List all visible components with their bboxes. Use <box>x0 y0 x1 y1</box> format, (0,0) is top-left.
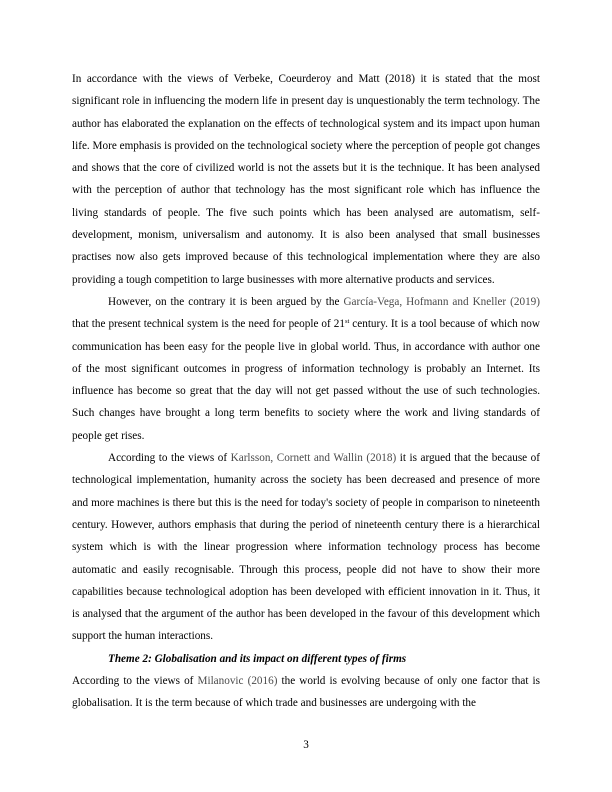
document-body <box>72 68 540 715</box>
paragraph-verbeke <box>72 68 540 291</box>
paragraph-text: According to the views of <box>72 675 198 688</box>
paragraph-text: However, on the contrary it is been argued by the <box>108 295 344 308</box>
paragraph-text: According to the views of <box>108 452 231 465</box>
paragraph-text: century. It is a tool because of which now communication has been easy for the people live in global world. Thus, in accordance with author one of the most significant outcomes in progress of information technology is probably an Internet. Its influence has become so great that the day will not get passed without the use of such technologies. Such changes have brought a long term benefits to society where the work and living standards of people get rises. <box>72 318 540 442</box>
paragraph-text: it is argued that the because of technological implementation, humanity across the society has been decreased and presence of more and more machines is there but this is the need for today's society of people in comparison to nineteenth century. However, authors emphasis that during the period of nineteenth century there is a hierarchical system which is with the linear progression where information technology process has become automatic and easily recognisable. Through this process, people did not have to show their more capabilities because technological adoption has been developed with efficient innovation in it. Thus, it is analysed that the argument of the author has been developed in the favour of this development which support the human interactions. <box>72 452 540 643</box>
citation-karlsson: Karlsson, Cornett and Wallin (2018) <box>230 452 397 465</box>
paragraph-text: the world is evolving because of only one factor that is globalisation. It is the term because of which trade and businesses are undergoing with the <box>72 675 541 710</box>
section-heading: Theme 2: Globalisation and its impact on different types of firms <box>108 652 407 665</box>
paragraph-milanovic <box>72 670 540 715</box>
paragraph-text: that the present technical system is the need for people of 21 <box>72 318 345 331</box>
citation-milanovic: Milanovic (2016) <box>197 675 278 688</box>
paragraph-garcia-vega <box>72 291 540 447</box>
citation-garcia-vega: García-Vega, Hofmann and Kneller (2019) <box>343 295 540 308</box>
page-number: 3 <box>303 739 309 751</box>
paragraph-karlsson <box>72 447 540 648</box>
paragraph-text: In accordance with the views of Verbeke, Coeurderoy and Matt (2018) it is stated that the most significant role in influencing the modern life in present day is unquestionably the term technology. The author has elaborated the explanation on the effects of technological system and its impact upon human life. More emphasis is provided on the technological society where the perception of people got changes and shows that the core of civilized world is not the assets but it is the technique. It has been analysed with the perception of author that technology has the most significant role which has influence the living standards of people. The five such points which has been analysed are automatism, self-development, monism, universalism and autonomy. It is also been analysed that small businesses practises now also gets improved because of this technological implementation where they are also providing a tough competition to large businesses with more alternative products and services. <box>72 73 540 286</box>
ordinal-superscript: st <box>344 318 350 326</box>
